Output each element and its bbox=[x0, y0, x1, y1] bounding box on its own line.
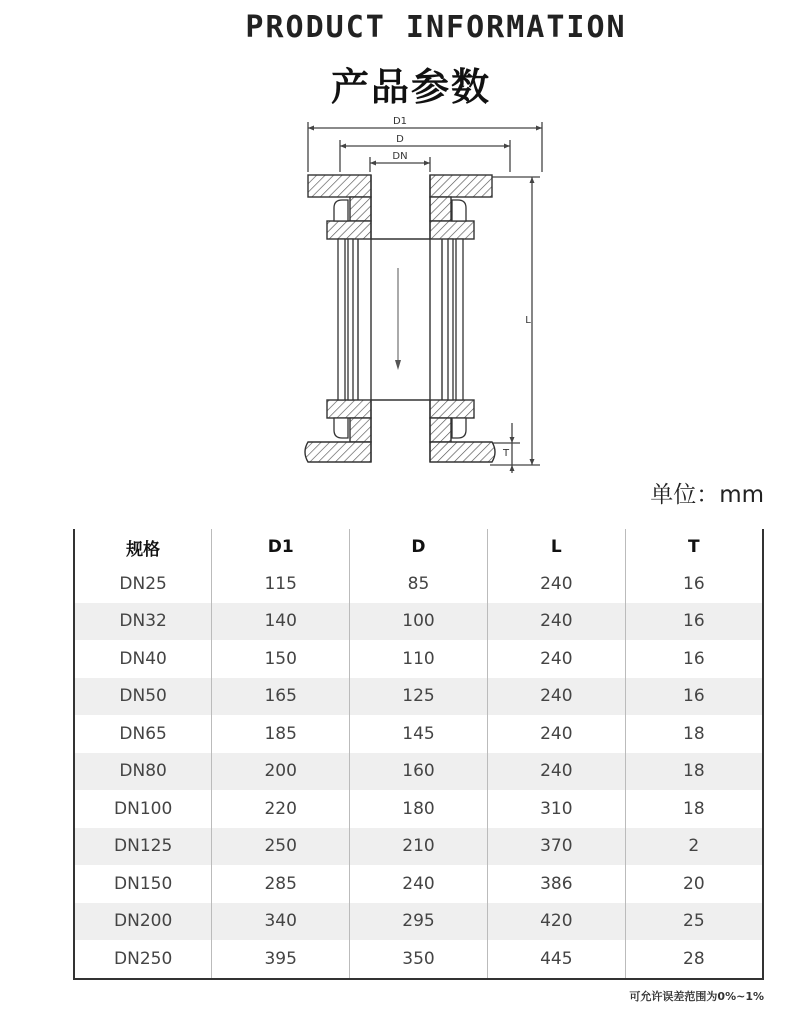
table-cell: 16 bbox=[625, 640, 763, 678]
table-cell: 386 bbox=[487, 865, 625, 903]
table-cell: 340 bbox=[212, 903, 350, 941]
unit-label: 单位：mm bbox=[650, 482, 764, 508]
table-cell: DN80 bbox=[74, 753, 212, 791]
table-cell: 16 bbox=[625, 603, 763, 641]
table-cell: 240 bbox=[487, 753, 625, 791]
header-spec: 规格 bbox=[126, 539, 161, 560]
table-cell: 285 bbox=[212, 865, 350, 903]
table-cell: 150 bbox=[212, 640, 350, 678]
table-cell: 250 bbox=[212, 828, 350, 866]
table-cell: DN40 bbox=[119, 648, 167, 669]
table-cell: 240 bbox=[487, 715, 625, 753]
table-cell: 160 bbox=[350, 753, 488, 791]
table-cell: 16 bbox=[625, 678, 763, 716]
table-cell: 145 bbox=[350, 715, 488, 753]
table-row bbox=[74, 640, 763, 678]
table-cell: 20 bbox=[625, 865, 763, 903]
table-cell: DN32 bbox=[74, 603, 212, 641]
table-row bbox=[74, 828, 763, 866]
table-cell: 85 bbox=[350, 565, 488, 603]
table-row bbox=[74, 940, 763, 979]
table-cell: 220 bbox=[212, 790, 350, 828]
table-row bbox=[74, 865, 763, 903]
table-cell: 18 bbox=[625, 715, 763, 753]
header-t: T bbox=[625, 529, 763, 565]
dim-label-d: D bbox=[396, 134, 404, 145]
table-cell: 240 bbox=[487, 678, 625, 716]
table-row bbox=[74, 565, 763, 603]
table-cell: 25 bbox=[625, 903, 763, 941]
header-d1: D1 bbox=[212, 529, 350, 565]
table-cell: DN125 bbox=[74, 828, 212, 866]
table-cell: 140 bbox=[212, 603, 350, 641]
table-cell: 2 bbox=[625, 828, 763, 866]
table-cell: 110 bbox=[350, 640, 488, 678]
table-cell: 180 bbox=[350, 790, 488, 828]
table-cell: DN50 bbox=[74, 678, 212, 716]
table-cell: 240 bbox=[487, 603, 625, 641]
header-d: D bbox=[350, 529, 488, 565]
table-cell: 240 bbox=[487, 640, 625, 678]
table-cell: 28 bbox=[625, 940, 763, 979]
table-cell: 125 bbox=[350, 678, 488, 716]
table-cell: 395 bbox=[212, 940, 350, 979]
table-cell: 185 bbox=[212, 715, 350, 753]
table-row bbox=[74, 603, 763, 641]
dim-label-t: T bbox=[502, 448, 510, 459]
table-cell: DN65 bbox=[119, 723, 167, 744]
table-row bbox=[74, 753, 763, 791]
title-chinese: 产品参数 bbox=[330, 65, 491, 109]
table-cell: DN25 bbox=[119, 573, 167, 594]
table-cell: DN250 bbox=[114, 948, 173, 969]
table-row bbox=[74, 790, 763, 828]
table-cell: 445 bbox=[487, 940, 625, 979]
table-cell: 100 bbox=[350, 603, 488, 641]
table-row bbox=[74, 715, 763, 753]
table-row bbox=[74, 903, 763, 941]
dim-label-dn: DN bbox=[392, 151, 408, 162]
table-cell: 16 bbox=[625, 565, 763, 603]
table-cell: 295 bbox=[350, 903, 488, 941]
table-row bbox=[74, 678, 763, 716]
table-cell: 240 bbox=[350, 865, 488, 903]
table-header-row bbox=[74, 529, 763, 565]
table-cell: 370 bbox=[487, 828, 625, 866]
table-cell: 350 bbox=[350, 940, 488, 979]
table-cell: 18 bbox=[625, 753, 763, 791]
table-cell: 165 bbox=[212, 678, 350, 716]
sight-glass-technical-drawing bbox=[290, 108, 560, 480]
title-english: PRODUCT INFORMATION bbox=[245, 10, 627, 45]
dim-label-l: L bbox=[525, 315, 531, 326]
table-cell: DN200 bbox=[74, 903, 212, 941]
table-cell: 210 bbox=[350, 828, 488, 866]
spec-table bbox=[73, 529, 764, 980]
header-l: L bbox=[487, 529, 625, 565]
table-cell: 200 bbox=[212, 753, 350, 791]
table-cell: 240 bbox=[487, 565, 625, 603]
table-cell: 115 bbox=[212, 565, 350, 603]
table-cell: 310 bbox=[487, 790, 625, 828]
dim-label-d1: D1 bbox=[392, 116, 408, 127]
table-cell: DN100 bbox=[114, 798, 173, 819]
tolerance-note: 可允许误差范围为0%~1% bbox=[629, 990, 764, 1003]
table-cell: 18 bbox=[625, 790, 763, 828]
table-cell: 420 bbox=[487, 903, 625, 941]
table-cell: DN150 bbox=[114, 873, 173, 894]
